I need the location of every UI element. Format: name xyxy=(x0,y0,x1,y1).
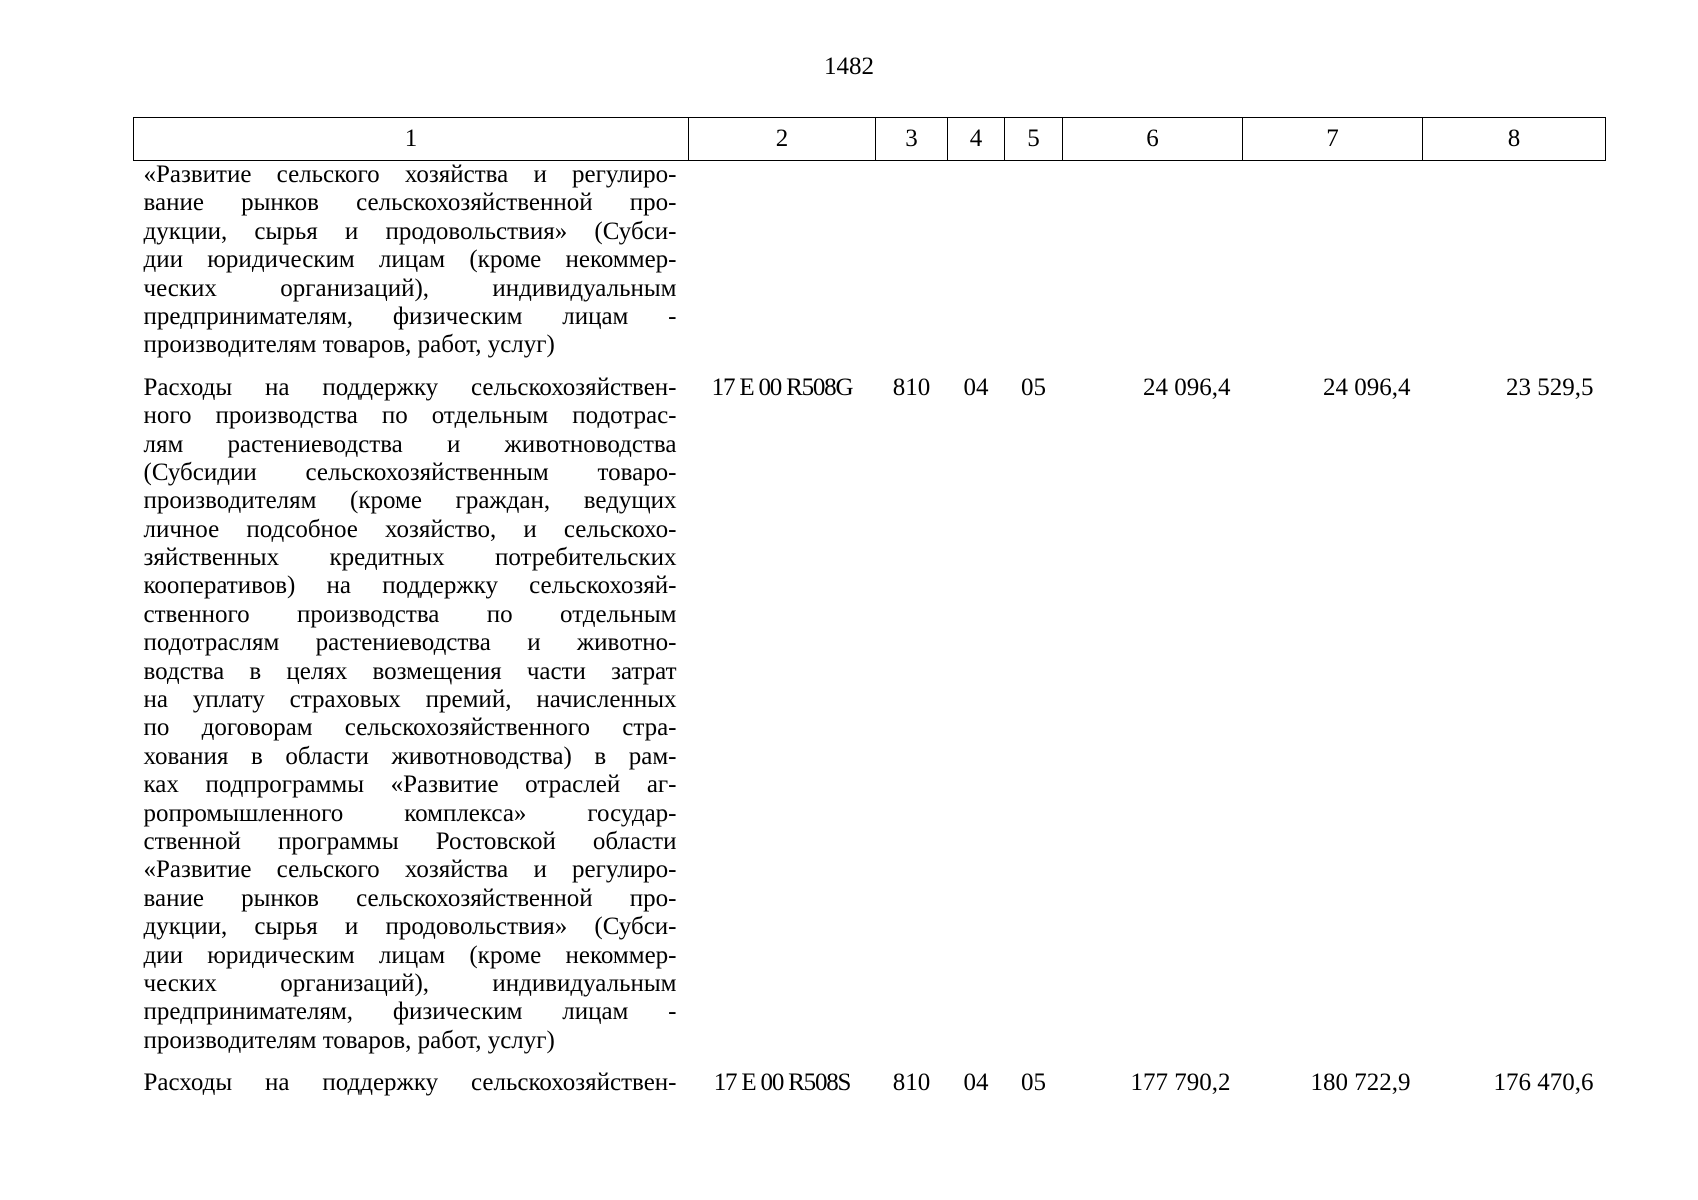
description-line: вание рынков сельскохозяйственной про- xyxy=(143,884,677,912)
description-line: «Развитие сельского хозяйства и регулиро- xyxy=(143,161,677,188)
header-cell: 3 xyxy=(876,118,948,161)
description-line: дукции, сырья и продовольствия» (Субси- xyxy=(143,913,677,941)
description-line: подотраслям растениеводства и животно- xyxy=(143,629,677,657)
row-spacer xyxy=(134,360,1606,374)
description-line: производителям товаров, работ, услуг) xyxy=(143,1026,555,1054)
description-line: производителям товаров, работ, услуг) xyxy=(143,331,555,359)
value-2026-cell: 176 470,6 xyxy=(1493,1069,1594,1097)
spacer-cell xyxy=(134,360,1606,374)
description-line: ного производства по отдельным подотрас- xyxy=(143,402,677,430)
code-cell: 17 Е 00 R508G xyxy=(711,373,853,401)
description-cell xyxy=(134,161,689,360)
pr-cell: 05 xyxy=(1021,373,1046,401)
spacer-cell xyxy=(134,1055,1606,1069)
header-cell: 6 xyxy=(1063,118,1243,161)
value-2026-cell: 23 529,5 xyxy=(1506,373,1594,401)
description-line: Расходы на поддержку сельскохозяйствен- xyxy=(143,1069,677,1097)
description-line: по договорам сельскохозяйственного стра- xyxy=(143,714,677,742)
description-line: на уплату страховых премий, начисленных xyxy=(143,686,677,714)
description-line: водства в целях возмещения части затрат xyxy=(143,657,677,685)
value-2024-cell xyxy=(1063,161,1243,360)
vr-cell xyxy=(876,161,948,360)
rz-cell: 04 xyxy=(963,373,989,401)
description-cell xyxy=(134,374,689,1055)
value-2025-cell xyxy=(1243,161,1423,360)
value-2025-cell: 180 722,9 xyxy=(1310,1069,1411,1097)
code-cell: 17 Е 00 R508S xyxy=(713,1069,851,1097)
description-line: ственной программы Ростовской области xyxy=(143,827,677,855)
description-line: лям растениеводства и животноводства xyxy=(143,430,677,458)
description-line: дукции, сырья и продовольствия» (Субси- xyxy=(143,217,677,245)
code-cell xyxy=(689,161,876,360)
header-cell: 2 xyxy=(689,118,876,161)
value-2025-cell: 24 096,4 xyxy=(1323,373,1411,401)
table-row xyxy=(134,1069,1606,1097)
header-cell: 8 xyxy=(1423,118,1606,161)
description-line: дии юридическим лицам (кроме некоммер- xyxy=(143,941,677,969)
description-line: ропромышленного комплекса» государ- xyxy=(143,799,677,827)
row-spacer xyxy=(134,1055,1606,1069)
table-row xyxy=(134,161,1606,360)
header-cell: 7 xyxy=(1243,118,1423,161)
table-row xyxy=(134,374,1606,1055)
header-cell: 4 xyxy=(948,118,1005,161)
description-line: производителям (кроме граждан, ведущих xyxy=(143,487,677,515)
value-2024-cell: 177 790,2 xyxy=(1130,1069,1231,1097)
description-line: предпринимателям, физическим лицам - xyxy=(143,998,677,1026)
description-line: зяйственных кредитных потребительских xyxy=(143,544,677,572)
table-body xyxy=(134,161,1606,1098)
description-line: предпринимателям, физическим лицам - xyxy=(143,302,677,330)
value-2024-cell: 24 096,4 xyxy=(1143,373,1231,401)
vr-cell: 810 xyxy=(892,373,931,401)
header-cell: 1 xyxy=(134,118,689,161)
description-cell xyxy=(134,1069,689,1097)
rz-cell: 04 xyxy=(963,1069,989,1097)
description-line: вание рынков сельскохозяйственной про- xyxy=(143,189,677,217)
header-row xyxy=(134,118,1606,161)
page-number: 1482 xyxy=(824,53,874,80)
description-line: ческих организаций), индивидуальным xyxy=(143,969,677,997)
header-cell: 5 xyxy=(1005,118,1063,161)
description-line: хования в области животноводства) в рам- xyxy=(143,742,677,770)
description-line: ческих организаций), индивидуальным xyxy=(143,274,677,302)
description-line: кооперативов) на поддержку сельскохозяй- xyxy=(143,572,677,600)
description-line: дии юридическим лицам (кроме некоммер- xyxy=(143,246,677,274)
budget-table xyxy=(133,117,1606,1098)
rz-cell xyxy=(948,161,1005,360)
pr-cell: 05 xyxy=(1021,1069,1046,1097)
description-line: (Субсидии сельскохозяйственным товаро- xyxy=(143,458,677,486)
pr-cell xyxy=(1005,161,1063,360)
description-line: Расходы на поддержку сельскохозяйствен- xyxy=(143,373,677,401)
description-line: ках подпрограммы «Развитие отраслей аг- xyxy=(143,771,677,799)
description-line: ственного производства по отдельным xyxy=(143,600,677,628)
description-line: «Развитие сельского хозяйства и регулиро- xyxy=(143,856,677,884)
description-line: личное подсобное хозяйство, и сельскохо- xyxy=(143,515,677,543)
vr-cell: 810 xyxy=(892,1069,931,1097)
value-2026-cell xyxy=(1423,161,1606,360)
